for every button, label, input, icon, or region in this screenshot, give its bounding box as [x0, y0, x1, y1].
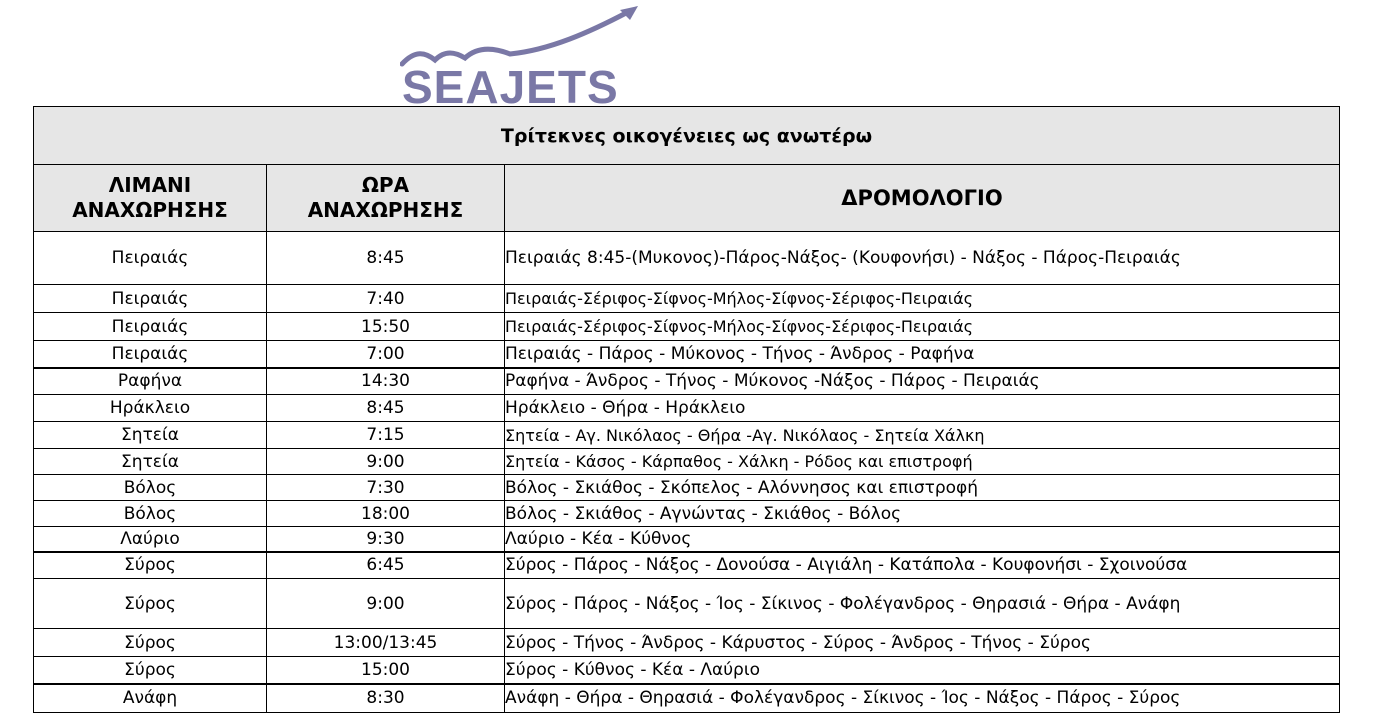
table-row — [34, 475, 1340, 501]
table-row — [34, 422, 1340, 449]
time-cell: 8:30 — [267, 684, 505, 713]
table-title: Τρίτεκνες οικογένειες ως ανωτέρω — [34, 107, 1340, 165]
port-cell: Σύρος — [34, 657, 267, 684]
route-cell: Πειραιάς 8:45-(Μυκονος)-Πάρος-Νάξος- (Κουφονήσι) - Νάξος - Πάρος-Πειραιάς — [505, 232, 1340, 285]
schedule-table — [33, 106, 1340, 713]
route-cell: Σύρος - Πάρος - Νάξος - Ίος - Σίκινος - Φολέγανδρος - Θηρασιά - Θήρα - Ανάφη — [505, 579, 1340, 629]
time-cell: 15:00 — [267, 657, 505, 684]
table-row — [34, 579, 1340, 629]
route-cell: Σητεία - Αγ. Νικόλαος - Θήρα -Αγ. Νικόλαος - Σητεία Χάλκη — [505, 422, 1340, 449]
route-cell: Σητεία - Κάσος - Κάρπαθος - Χάλκη - Ρόδος και επιστροφή — [505, 449, 1340, 475]
port-cell: Σητεία — [34, 422, 267, 449]
port-cell: Πειραιάς — [34, 341, 267, 368]
table-row — [34, 368, 1340, 395]
wave-swoosh-icon — [402, 12, 628, 64]
table-row — [34, 285, 1340, 313]
table-row — [34, 657, 1340, 684]
time-cell: 7:00 — [267, 341, 505, 368]
seajets-logo — [400, 4, 645, 106]
table-row — [34, 449, 1340, 475]
table-row — [34, 232, 1340, 285]
table-row — [34, 629, 1340, 657]
port-header-line1: ΛΙΜΑΝΙ — [108, 173, 192, 197]
route-cell: Σύρος - Κύθνος - Κέα - Λαύριο — [505, 657, 1340, 684]
title-row — [34, 107, 1340, 165]
port-header — [34, 165, 267, 232]
port-cell: Πειραιάς — [34, 232, 267, 285]
time-cell: 7:30 — [267, 475, 505, 501]
route-cell: Σύρος - Πάρος - Νάξος - Δονούσα - Αιγιάλη - Κατάπολα - Κουφονήσι - Σχοινούσα — [505, 552, 1340, 579]
time-header-line1: ΩΡΑ — [361, 173, 410, 197]
port-cell: Ραφήνα — [34, 368, 267, 395]
time-cell: 15:50 — [267, 313, 505, 341]
route-cell: Ηράκλειο - Θήρα - Ηράκλειο — [505, 395, 1340, 422]
port-cell: Ανάφη — [34, 684, 267, 713]
port-cell: Βόλος — [34, 501, 267, 527]
port-cell: Πειραιάς — [34, 285, 267, 313]
port-cell: Λαύριο — [34, 527, 267, 552]
table-row — [34, 552, 1340, 579]
time-header — [267, 165, 505, 232]
time-cell: 9:30 — [267, 527, 505, 552]
time-cell: 13:00/13:45 — [267, 629, 505, 657]
table-row — [34, 684, 1340, 713]
header-row — [34, 165, 1340, 232]
route-cell: Βόλος - Σκιάθος - Αγνώντας - Σκιάθος - Βόλος — [505, 501, 1340, 527]
route-header: ΔΡΟΜΟΛΟΓΙΟ — [505, 165, 1340, 232]
route-cell: Πειραιάς - Πάρος - Μύκονος - Τήνος - Άνδρος - Ραφήνα — [505, 341, 1340, 368]
time-cell: 7:40 — [267, 285, 505, 313]
time-header-line2: ΑΝΑΧΩΡΗΣΗΣ — [307, 198, 464, 222]
port-cell: Σύρος — [34, 629, 267, 657]
route-cell: Λαύριο - Κέα - Κύθνος — [505, 527, 1340, 552]
route-cell: Πειραιάς-Σέριφος-Σίφνος-Μήλος-Σίφνος-Σέριφος-Πειραιάς — [505, 313, 1340, 341]
time-cell: 6:45 — [267, 552, 505, 579]
port-cell: Σύρος — [34, 579, 267, 629]
time-cell: 8:45 — [267, 395, 505, 422]
port-cell: Σύρος — [34, 552, 267, 579]
logo-text: SEAJETS — [402, 61, 619, 106]
seajets-logo-graphic — [400, 4, 645, 106]
time-cell: 7:15 — [267, 422, 505, 449]
port-cell: Βόλος — [34, 475, 267, 501]
table-row — [34, 341, 1340, 368]
route-cell: Σύρος - Τήνος - Άνδρος - Κάρυστος - Σύρος - Άνδρος - Τήνος - Σύρος — [505, 629, 1340, 657]
time-cell: 14:30 — [267, 368, 505, 395]
port-header-line2: ΑΝΑΧΩΡΗΣΗΣ — [72, 198, 228, 222]
table-row — [34, 527, 1340, 552]
route-cell: Ανάφη - Θήρα - Θηρασιά - Φολέγανδρος - Σίκινος - Ίος - Νάξος - Πάρος - Σύρος — [505, 684, 1340, 713]
time-cell: 9:00 — [267, 579, 505, 629]
time-cell: 8:45 — [267, 232, 505, 285]
table-row — [34, 501, 1340, 527]
port-cell: Πειραιάς — [34, 313, 267, 341]
route-cell: Βόλος - Σκιάθος - Σκόπελος - Αλόννησος και επιστροφή — [505, 475, 1340, 501]
route-cell: Ραφήνα - Άνδρος - Τήνος - Μύκονος -Νάξος - Πάρος - Πειραιάς — [505, 368, 1340, 395]
table-row — [34, 313, 1340, 341]
port-cell: Ηράκλειο — [34, 395, 267, 422]
table-row — [34, 395, 1340, 422]
route-cell: Πειραιάς-Σέριφος-Σίφνος-Μήλος-Σίφνος-Σέριφος-Πειραιάς — [505, 285, 1340, 313]
port-cell: Σητεία — [34, 449, 267, 475]
time-cell: 18:00 — [267, 501, 505, 527]
time-cell: 9:00 — [267, 449, 505, 475]
